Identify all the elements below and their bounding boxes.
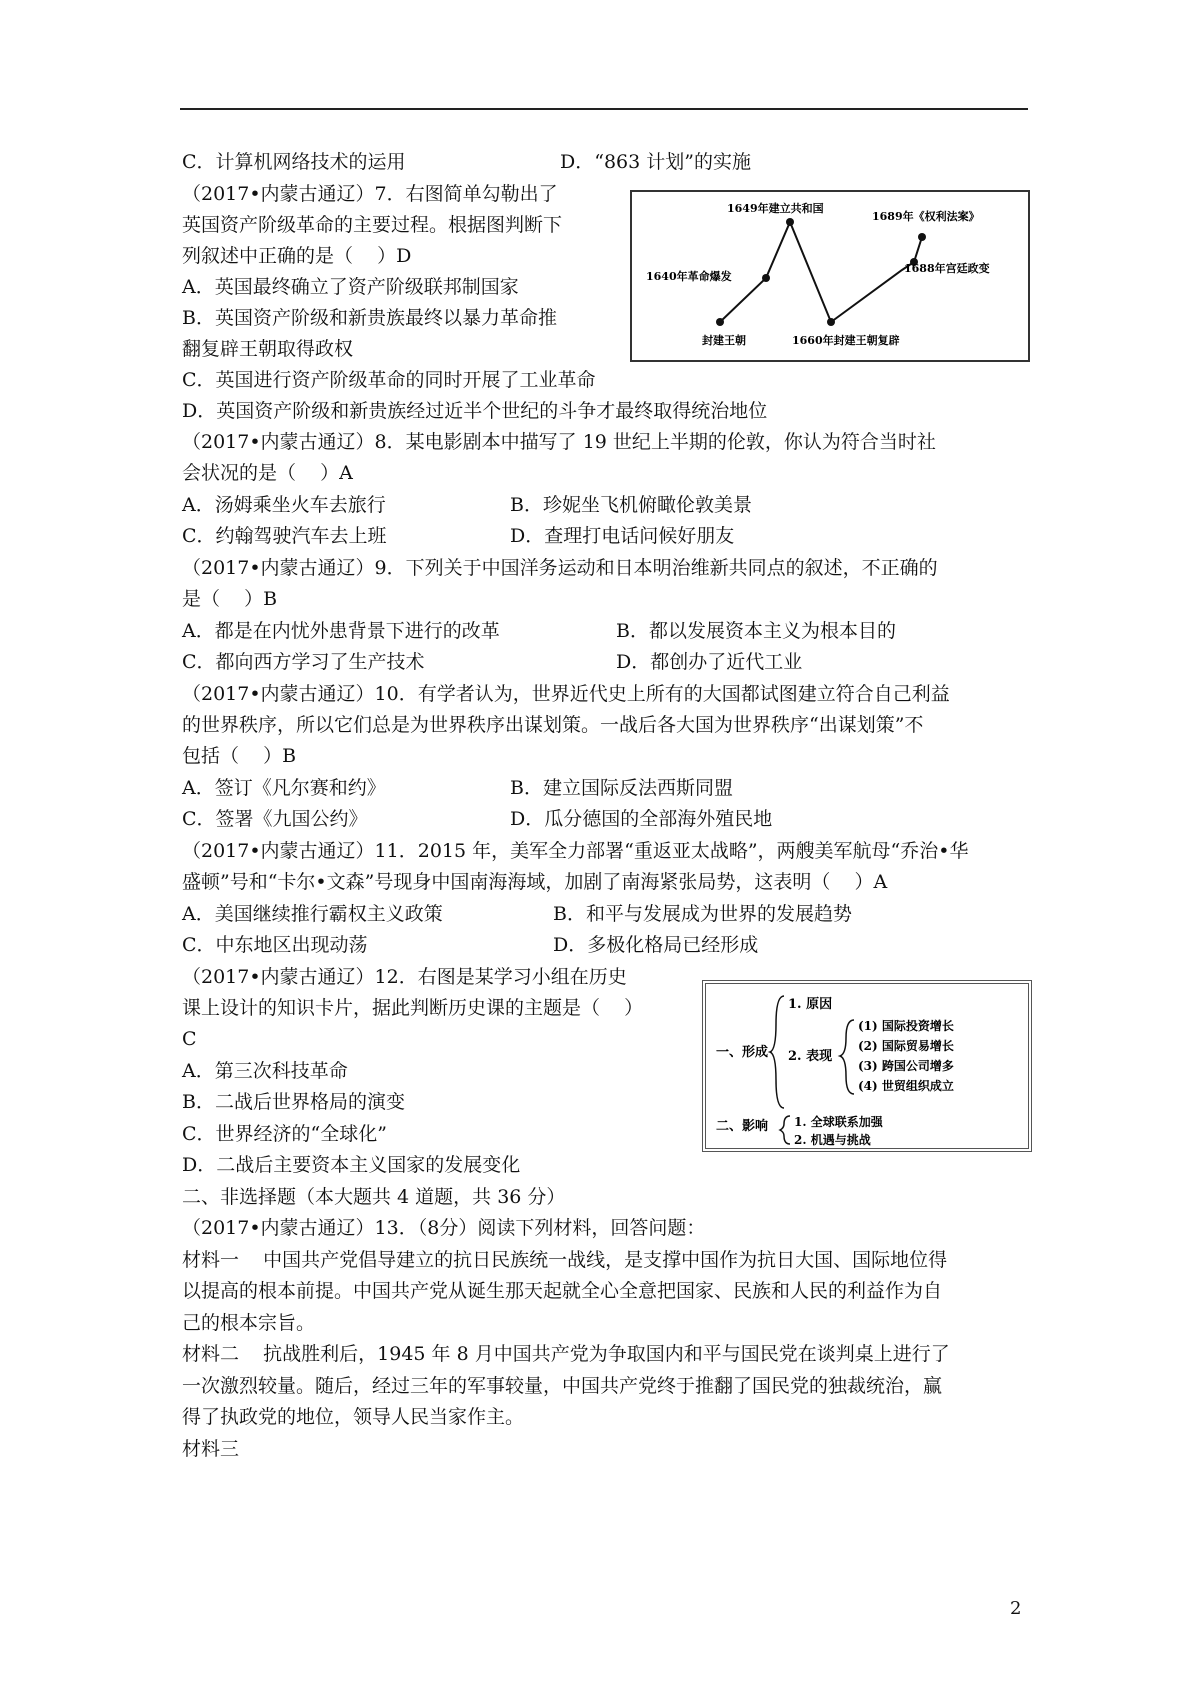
text-line-l14: （2017•内蒙古通辽）9．下列关于中国洋务运动和日本明治维新共同点的叙述，不正确的: [182, 557, 938, 579]
revolution-timeline-figure: [630, 190, 1030, 362]
text-line-l25: A．美国继续推行霸权主义政策: [182, 903, 443, 925]
header-rule: [180, 108, 1028, 110]
sub-wto: (4) 世贸组织成立: [858, 1079, 954, 1093]
text-line-l19: 的世界秩序，所以它们总是为世界秩序出谋划策。一战后各大国为世界秩序“出谋划策”不: [182, 714, 924, 736]
text-line-l33: D．二战后主要资本主义国家的发展变化: [182, 1154, 521, 1176]
item-connection: 1. 全球联系加强: [794, 1115, 883, 1129]
text-line-l11: 会状况的是（ ）A: [182, 462, 353, 484]
text-line-l18: （2017•内蒙古通辽）10．有学者认为，世界近代史上所有的大国都试图建立符合自己利益: [182, 683, 950, 705]
text-line-l02: （2017•内蒙古通辽）7．右图简单勾勒出了: [182, 183, 558, 205]
text-line-l26: C．中东地区出现动荡: [182, 934, 368, 956]
point-1689: [918, 233, 926, 241]
text-option-l17: D．都创办了近代工业: [616, 651, 803, 673]
sub-trade: (2) 国际贸易增长: [858, 1039, 954, 1053]
text-line-l17: C．都向西方学习了生产技术: [182, 651, 425, 673]
text-line-l34: 二、非选择题（本大题共 4 道题，共 36 分）: [182, 1186, 566, 1208]
text-line-l04: 列叙述中正确的是（ ）D: [182, 245, 412, 267]
text-line-l36: 材料一 中国共产党倡导建立的抗日民族统一战线，是支撑中国作为抗日大国、国际地位得: [182, 1249, 948, 1271]
point-1640: [762, 274, 770, 282]
text-line-l39: 材料二 抗战胜利后，1945 年 8 月中国共产党为争取国内和平与国民党在谈判桌上进行了: [182, 1343, 950, 1365]
text-option-l21: B．建立国际反法西斯同盟: [510, 777, 733, 799]
text-line-l32: C．世界经济的“全球化”: [182, 1123, 387, 1145]
sub-multinational: (3) 跨国公司增多: [858, 1059, 954, 1073]
text-line-l28: 课上设计的知识卡片，据此判断历史课的主题是（ ）: [182, 997, 644, 1019]
label-1689: 1689年《权利法案》: [872, 210, 980, 223]
text-option-l12: B．珍妮坐飞机俯瞰伦敦美景: [510, 494, 752, 516]
text-option-l22: D．瓜分德国的全部海外殖民地: [510, 808, 773, 830]
text-line-l12: A．汤姆乘坐火车去旅行: [182, 494, 386, 516]
text-line-l27: （2017•内蒙古通辽）12．右图是某学习小组在历史: [182, 966, 627, 988]
revolution-timeline-svg: [632, 192, 1028, 360]
text-line-l24: 盛顿”号和“卡尔•文森”号现身中国南海海域，加剧了南海紧张局势，这表明（ ）A: [182, 871, 888, 893]
globalization-card-svg: [706, 984, 1028, 1148]
text-line-l31: B．二战后世界格局的演变: [182, 1091, 405, 1113]
text-line-l15: 是（ ）B: [182, 588, 278, 610]
text-line-l22: C．签署《九国公约》: [182, 808, 368, 830]
text-line-l06: B．英国资产阶级和新贵族最终以暴力革命推: [182, 307, 557, 329]
text-line-l13: C．约翰驾驶汽车去上班: [182, 525, 387, 547]
text-line-l08: C．英国进行资产阶级革命的同时开展了工业革命: [182, 369, 596, 391]
text-line-l10: （2017•内蒙古通辽）8．某电影剧本中描写了 19 世纪上半期的伦敦，你认为符合当时社: [182, 431, 936, 453]
section-formation: 一、形成: [716, 1045, 769, 1060]
text-line-l38: 己的根本宗旨。: [182, 1312, 316, 1334]
text-line-l20: 包括（ ）B: [182, 745, 297, 767]
text-option-l16: B．都以发展资本主义为根本目的: [616, 620, 896, 642]
text-line-l05: A．英国最终确立了资产阶级联邦制国家: [182, 276, 519, 298]
text-line-l42: 材料三: [182, 1438, 240, 1460]
point-1649: [786, 218, 794, 226]
text-option-l26: D．多极化格局已经形成: [553, 934, 759, 956]
label-1688: 1688年宫廷政变: [904, 262, 990, 275]
text-line-l23: （2017•内蒙古通辽）11．2015 年，美军全力部署“重返亚太战略”，两艘美军航母“乔治•华: [182, 840, 969, 862]
item-manifestation: 2. 表现: [788, 1049, 833, 1064]
text-option-l25: B．和平与发展成为世界的发展趋势: [553, 903, 852, 925]
item-cause: 1. 原因: [788, 997, 833, 1012]
section-impact: 二、影响: [716, 1119, 769, 1134]
label-1660: 1660年封建王朝复辟: [792, 334, 900, 347]
timeline-line: [720, 222, 922, 322]
text-line-l09: D．英国资产阶级和新贵族经过近半个世纪的斗争才最终取得统治地位: [182, 400, 768, 422]
text-line-l30: A．第三次科技革命: [182, 1060, 348, 1082]
page-number: 2: [1010, 1598, 1022, 1619]
text-option-l01: D．“863 计划”的实施: [560, 151, 751, 173]
text-line-l35: （2017•内蒙古通辽）13．（8分）阅读下列材料，回答问题：: [182, 1217, 706, 1239]
text-line-l40: 一次激烈较量。随后，经过三年的军事较量，中国共产党终于推翻了国民党的独裁统治，赢: [182, 1375, 943, 1397]
text-line-l01: C．计算机网络技术的运用: [182, 151, 406, 173]
item-opportunity: 2. 机遇与挑战: [794, 1133, 871, 1147]
sub-investment: (1) 国际投资增长: [858, 1019, 954, 1033]
label-1649: 1649年建立共和国: [727, 202, 824, 215]
globalization-card-figure: [702, 980, 1032, 1152]
text-line-l21: A．签订《凡尔赛和约》: [182, 777, 386, 799]
text-line-l41: 得了执政党的地位，领导人民当家作主。: [182, 1406, 525, 1428]
label-feudal: 封建王朝: [702, 334, 746, 347]
text-line-l03: 英国资产阶级革命的主要过程。根据图判断下: [182, 214, 563, 236]
label-1640: 1640年革命爆发: [646, 270, 732, 283]
text-line-l29: C: [182, 1028, 197, 1050]
point-1660: [827, 318, 835, 326]
text-option-l13: D．查理打电话问候好朋友: [510, 525, 735, 547]
text-line-l16: A．都是在内忧外患背景下进行的改革: [182, 620, 500, 642]
text-line-l37: 以提高的根本前提。中国共产党从诞生那天起就全心全意把国家、民族和人民的利益作为自: [182, 1280, 943, 1302]
text-line-l07: 翻复辟王朝取得政权: [182, 338, 354, 360]
point-feudal: [716, 318, 724, 326]
